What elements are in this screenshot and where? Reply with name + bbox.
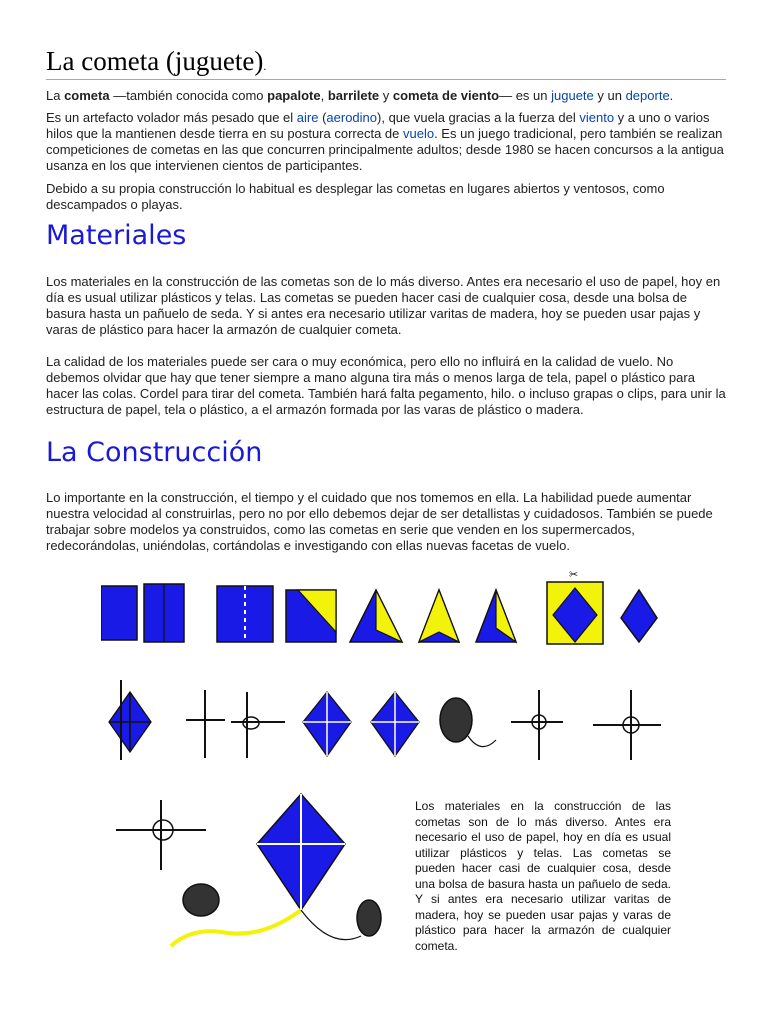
page-title-text: La cometa (juguete) [46, 46, 264, 76]
materiales-paragraph-1: Los materiales en la construcción de las cometas son de lo más diverso. Antes era necesario el uso de papel, hoy en día es usual utilizar plásticos y telas. Las cometas se pueden hacer casi de cualquier cosa, desde una bolsa de basura hasta un pañuelo de seda. Y si antes era necesario utilizar varitas de madera, hoy se pueden usar pajas y varas de plástico para hacer la armazón de cualquier cometa. [46, 274, 721, 337]
string-spool-icon [440, 698, 496, 747]
assembled-kite-icon [171, 794, 361, 946]
tie-step2-icon [593, 690, 661, 760]
link-viento[interactable]: viento [579, 110, 615, 125]
knot-icon [231, 692, 285, 758]
link-vuelo[interactable]: vuelo [403, 126, 435, 141]
link-deporte[interactable]: deporte [625, 88, 670, 103]
figure-caption: Los materiales en la construcción de las cometas son de lo más diverso. Antes era necesario el uso de papel, hoy en día es usual utilizar plásticos y telas. Las cometas se pueden hacer casi de cualquier cosa, desde una bolsa de basura hasta un pañuelo de seda. Y si antes era necesario utilizar varitas de madera, hoy se pueden usar pajas y varas de plástico para hacer la armazón de cualquier cometa. [415, 799, 671, 953]
cross-knot-detail-icon [116, 800, 206, 870]
tie-step1-icon [511, 690, 563, 760]
step1-sheet [101, 586, 137, 640]
link-aire[interactable]: aire [296, 110, 319, 125]
heading-materiales: Materiales [46, 220, 187, 251]
construccion-paragraph-1: Lo importante en la construcción, el tiempo y el cuidado que nos tomemos en ella. La habilidad puede aumentar nuestra velocidad al construirlas, pero no por ello debemos dejar de ser detallistas y cuidadosos. También se puede trabajar sobre modelos ya construidos, como las cometas en serie que venden en los supermercados, redecorándolas, uniéndolas, cortándolas e investigando con ellas nuevas facetas de vuelo. [46, 490, 713, 553]
intro-paragraph-2: Es un artefacto volador más pesado que el aire (aerodino), que vuela gracias a la fuerza del viento y a uno o varios hilos que la mantienen desde tierra en su postura correcta de vuelo. Es un juego tradicional, pero también se realizan competiciones de cometas en las que concurren principalmente adultos; desde 1980 se hacen concursos a la antigua usanza en los que intervienen cientos de participantes. [46, 110, 724, 173]
intro-paragraph-3: Debido a su propia construcción lo habitual es desplegar las cometas en lugares abiertos y ventosos, como descampados o playas. [46, 181, 665, 212]
title-divider [46, 79, 726, 80]
materiales-paragraph-2: La calidad de los materiales puede ser cara o muy económica, pero ello no influirá en la calidad de vuelo. No debemos olvidar que hay que tener siempre a mano alguna tira más o menos larga de tela, papel o plástico para hacer las colas. Cordel para tirar del cometa. También hará falta pegamento, hilo. o incluso grapas o clips, para unir la estructura de papel, tela o plástico, a el armazón formada por las varas de plástico o madera. [46, 354, 726, 417]
line-spool-icon [357, 900, 381, 936]
page-title [46, 46, 266, 77]
page-title-suffix: . [263, 59, 267, 73]
thread-spool-icon [183, 884, 219, 916]
intro-paragraph-1: La cometa —también conocida como papalote, barrilete y cometa de viento— es un juguete y un deporte. [46, 88, 674, 103]
scissors-icon: ✂ [569, 568, 579, 581]
heading-construccion: La Construcción [46, 437, 263, 468]
step9-kite-sail [621, 590, 657, 642]
link-juguete[interactable]: juguete [551, 88, 594, 103]
link-aerodino[interactable]: aerodino [326, 110, 378, 125]
